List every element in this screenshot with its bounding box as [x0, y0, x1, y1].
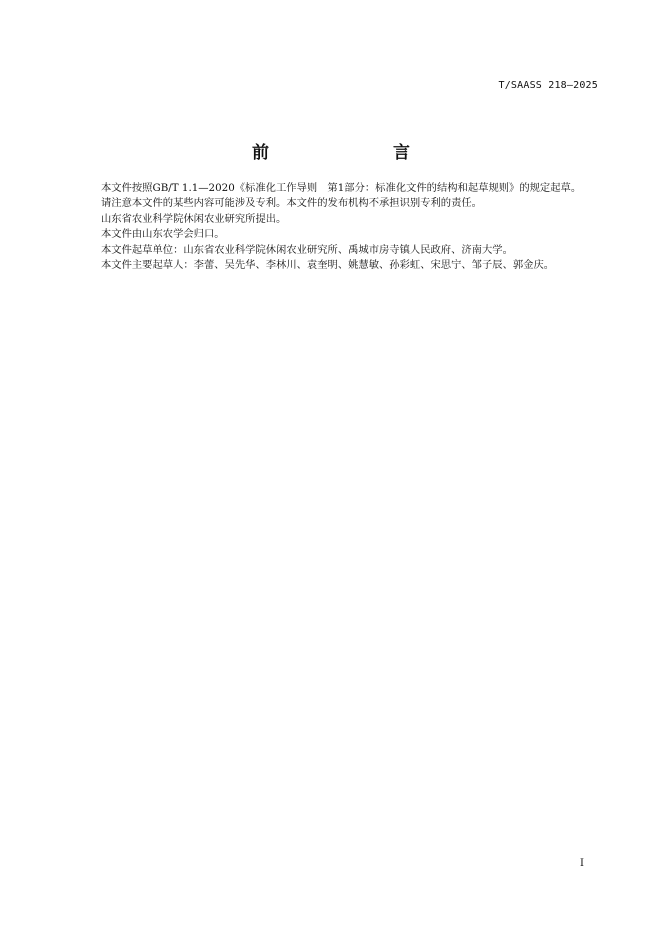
standard-code: T/SAASS 218—2025 — [498, 80, 598, 91]
page-title: 前 言 — [252, 143, 440, 163]
paragraph-patent-notice: 请注意本文件的某些内容可能涉及专利。本文件的发布机构不承担识别专利的责任。 — [101, 197, 482, 210]
paragraph-main-drafters: 本文件主要起草人：李蕾、吴先华、李林川、袁奎明、姚慧敏、孙彩虹、宋思宁、邹子辰、郭金庆。 — [101, 259, 555, 272]
paragraph-centralized-unit: 本文件由山东农学会归口。 — [101, 228, 225, 241]
paragraph-drafting-units: 本文件起草单位：山东省农业科学院休闲农业研究所、禹城市房寺镇人民政府、济南大学。 — [101, 243, 513, 256]
paragraph-drafting-rules: 本文件按照GB/T 1.1—2020《标准化工作导则 第1部分：标准化文件的结构和起草规则》的规定起草。 — [101, 182, 582, 194]
foreword-body — [80, 181, 600, 273]
paragraph-proposer: 山东省农业科学院休闲农业研究所提出。 — [101, 212, 287, 225]
page-number: I — [580, 858, 584, 869]
